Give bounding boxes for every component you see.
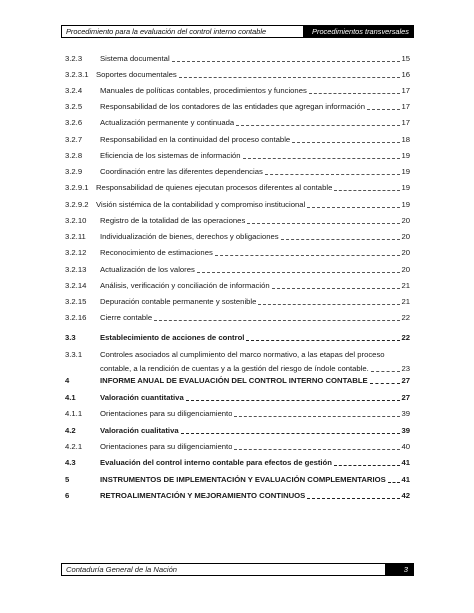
toc-entry-number: 3.2.14 (65, 281, 87, 290)
toc-entry-title: Actualización de los valores (100, 265, 195, 274)
toc-dot-leader (309, 84, 401, 94)
toc-entry-title: INSTRUMENTOS DE IMPLEMENTACIÓN Y EVALUACIÓN COMPLEMENTARIOS (100, 475, 386, 484)
toc-entry-page: 41 (401, 475, 410, 484)
toc-entry[interactable] (65, 348, 410, 376)
toc-entry-number: 4.1 (65, 393, 76, 402)
toc-entry-number: 6 (65, 491, 70, 500)
toc-entry[interactable] (65, 311, 410, 325)
toc-entry[interactable] (65, 424, 410, 438)
header-section-title: Procedimientos transversales (303, 26, 413, 37)
toc-entry-page: 19 (401, 200, 410, 209)
toc-entry-page: 20 (401, 248, 410, 257)
toc-entry-title-continued: contable, a la rendición de cuentas y a la gestión del riesgo de índole contable. (100, 364, 369, 373)
toc-entry[interactable] (65, 391, 410, 405)
toc-entry-number: 3.3 (65, 333, 76, 342)
toc-entry-number: 4.2.1 (65, 442, 83, 451)
toc-entry-page: 42 (401, 491, 410, 500)
toc-entry[interactable] (65, 263, 410, 277)
toc-dot-leader (181, 424, 401, 434)
toc-entry-number: 3.2.9 (65, 167, 83, 176)
toc-dot-leader (234, 407, 400, 417)
toc-entry[interactable] (65, 100, 410, 114)
toc-entry-number: 3.2.11 (65, 232, 86, 241)
toc-entry-title: Responsabilidad de quienes ejecutan procesos diferentes al contable (96, 183, 333, 192)
toc-entry-title: Eficiencia de los sistemas de información (100, 151, 241, 160)
toc-entry[interactable] (65, 181, 410, 195)
toc-dot-leader (292, 133, 400, 143)
toc-entry[interactable] (65, 473, 410, 487)
toc-entry-title: Visión sistémica de la contabilidad y compromiso institucional (96, 200, 306, 209)
toc-entry-title: Controles asociados al cumplimiento del marco normativo, a las etapas del proceso (100, 350, 385, 359)
footer-page-number: 3 (385, 564, 413, 575)
toc-entry-page: 17 (401, 118, 410, 127)
toc-entry-number: 4.3 (65, 458, 76, 467)
toc-entry-title: Orientaciones para su diligenciamiento (100, 442, 233, 451)
toc-dot-leader (334, 181, 400, 191)
toc-entry-page: 18 (401, 135, 410, 144)
toc-entry[interactable] (65, 279, 410, 293)
toc-entry-title: Establecimiento de acciones de control (100, 333, 245, 342)
toc-dot-leader (246, 331, 400, 341)
toc-entry-number: 3.2.16 (65, 313, 87, 322)
toc-dot-leader (236, 116, 400, 126)
toc-entry-number: 3.2.13 (65, 265, 87, 274)
toc-entry-page: 20 (401, 216, 410, 225)
toc-entry-number: 3.2.10 (65, 216, 87, 225)
toc-entry-title: Reconocimiento de estimaciones (100, 248, 213, 257)
toc-dot-leader (307, 489, 400, 499)
toc-entry-number: 4 (65, 376, 70, 385)
toc-entry-number: 3.2.3.1 (65, 70, 89, 79)
toc-entry-title: Cierre contable (100, 313, 153, 322)
toc-entry-page: 39 (401, 426, 410, 435)
page-footer (61, 563, 414, 576)
toc-entry-number: 3.2.4 (65, 86, 83, 95)
toc-entry-page: 15 (401, 54, 410, 63)
toc-entry[interactable] (65, 165, 410, 179)
toc-entry-title: Actualización permanente y continuada (100, 118, 235, 127)
toc-entry-page: 17 (401, 102, 410, 111)
toc-entry-page: 19 (401, 151, 410, 160)
toc-entry-page: 20 (401, 232, 410, 241)
toc-entry[interactable] (65, 331, 410, 345)
toc-dot-leader (243, 149, 401, 159)
toc-entry-number: 3.2.12 (65, 248, 87, 257)
toc-dot-leader (272, 279, 401, 289)
toc-entry-page: 41 (401, 458, 410, 467)
toc-entry[interactable] (65, 246, 410, 260)
toc-entry-title: Coordinación entre las diferentes dependencias (100, 167, 263, 176)
toc-dot-leader (258, 295, 400, 305)
toc-entry[interactable] (65, 214, 410, 228)
toc-entry[interactable] (65, 407, 410, 421)
toc-dot-leader (265, 165, 401, 175)
toc-entry-page: 39 (401, 409, 410, 418)
toc-entry[interactable] (65, 149, 410, 163)
footer-organization: Contaduría General de la Nación (66, 565, 178, 574)
toc-entry[interactable] (65, 295, 410, 309)
toc-entry-number: 3.3.1 (65, 350, 83, 359)
toc-dot-leader (179, 68, 401, 78)
toc-entry-title: Individualización de bienes, derechos y obligaciones (100, 232, 279, 241)
toc-dot-leader (307, 198, 400, 208)
toc-entry-page: 22 (401, 313, 410, 322)
toc-dot-leader (281, 230, 401, 240)
toc-entry-number: 3.2.6 (65, 118, 83, 127)
toc-entry-title: Orientaciones para su diligenciamiento (100, 409, 233, 418)
toc-entry[interactable] (65, 440, 410, 454)
toc-entry-page: 27 (401, 393, 410, 402)
toc-dot-leader (197, 263, 401, 273)
toc-dot-leader (154, 311, 400, 321)
toc-entry[interactable] (65, 374, 410, 388)
toc-entry-page: 23 (401, 364, 410, 373)
toc-dot-leader (186, 391, 401, 401)
toc-entry-title: Valoración cuantitativa (100, 393, 184, 402)
toc-entry[interactable] (65, 52, 410, 66)
toc-entry[interactable] (65, 198, 410, 212)
toc-entry-number: 3.2.9.1 (65, 183, 89, 192)
toc-entry-title: Depuración contable permanente y sostenible (100, 297, 257, 306)
toc-dot-leader (367, 100, 400, 110)
toc-dot-leader (334, 456, 400, 466)
toc-dot-leader (234, 440, 400, 450)
toc-dot-leader (215, 246, 401, 256)
toc-entry-number: 3.2.9.2 (65, 200, 89, 209)
header-document-title: Procedimiento para la evaluación del control interno contable (66, 27, 267, 36)
page-header (61, 25, 414, 38)
toc-entry-title: Responsabilidad en la continuidad del proceso contable (100, 135, 291, 144)
toc-entry-number: 3.2.7 (65, 135, 83, 144)
toc-entry-title: Sistema documental (100, 54, 170, 63)
toc-entry-number: 4.2 (65, 426, 76, 435)
toc-entry-page: 17 (401, 86, 410, 95)
toc-entry[interactable] (65, 68, 410, 82)
toc-entry-page: 40 (401, 442, 410, 451)
toc-dot-leader (388, 473, 401, 483)
toc-entry[interactable] (65, 230, 410, 244)
toc-entry-page: 22 (401, 333, 410, 342)
toc-entry[interactable] (65, 133, 410, 147)
toc-dot-leader (172, 52, 401, 62)
toc-entry-title: Responsabilidad de los contadores de las entidades que agregan información (100, 102, 365, 111)
toc-entry-title: Registro de la totalidad de las operaciones (100, 216, 246, 225)
toc-entry-page: 21 (401, 281, 410, 290)
toc-entry[interactable] (65, 456, 410, 470)
toc-entry-title: INFORME ANUAL DE EVALUACIÓN DEL CONTROL INTERNO CONTABLE (100, 376, 368, 385)
toc-entry-title: Análisis, verificación y conciliación de información (100, 281, 270, 290)
toc-entry-title: RETROALIMENTACIÓN Y MEJORAMIENTO CONTINUOS (100, 491, 306, 500)
toc-entry-number: 3.2.8 (65, 151, 83, 160)
toc-entry-title: Soportes documentales (96, 70, 177, 79)
toc-entry-number: 3.2.5 (65, 102, 83, 111)
toc-entry-number: 5 (65, 475, 70, 484)
toc-dot-leader (371, 362, 401, 372)
toc-entry[interactable] (65, 489, 410, 503)
toc-entry-page: 20 (401, 265, 410, 274)
toc-entry-page: 27 (401, 376, 410, 385)
toc-entry[interactable] (65, 84, 410, 98)
toc-entry-page: 19 (401, 167, 410, 176)
toc-dot-leader (370, 374, 401, 384)
toc-entry-number: 3.2.15 (65, 297, 87, 306)
toc-entry-number: 4.1.1 (65, 409, 83, 418)
toc-entry-page: 16 (401, 70, 410, 79)
toc-entry-number: 3.2.3 (65, 54, 83, 63)
toc-entry[interactable] (65, 116, 410, 130)
toc-dot-leader (247, 214, 400, 224)
toc-entry-page: 21 (401, 297, 410, 306)
toc-entry-title: Manuales de políticas contables, procedimientos y funciones (100, 86, 307, 95)
toc-entry-title: Evaluación del control interno contable para efectos de gestión (100, 458, 332, 467)
toc-entry-page: 19 (401, 183, 410, 192)
toc-entry-title: Valoración cualitativa (100, 426, 179, 435)
